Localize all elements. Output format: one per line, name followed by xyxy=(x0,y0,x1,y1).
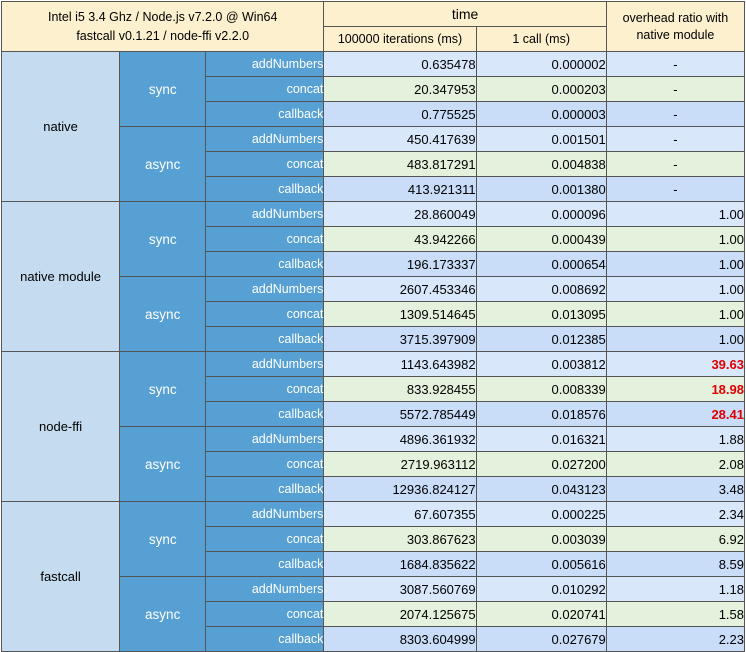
overhead-value: - xyxy=(606,52,744,77)
one-call-value: 0.000654 xyxy=(476,252,606,277)
overhead-value: - xyxy=(606,177,744,202)
case-label-concat: concat xyxy=(206,377,324,402)
iterations-value: 67.607355 xyxy=(324,502,476,527)
one-call-value: 0.004838 xyxy=(476,152,606,177)
iterations-value: 2719.963112 xyxy=(324,452,476,477)
iterations-value: 450.417639 xyxy=(324,127,476,152)
table-row xyxy=(2,502,745,527)
case-label-callback: callback xyxy=(206,477,324,502)
group-label-fastcall: fastcall xyxy=(2,502,120,652)
iterations-column-header: 100000 iterations (ms) xyxy=(324,27,476,52)
iterations-value: 5572.785449 xyxy=(324,402,476,427)
iterations-value: 43.942266 xyxy=(324,227,476,252)
iterations-value: 12936.824127 xyxy=(324,477,476,502)
case-label-callback: callback xyxy=(206,102,324,127)
overhead-value: 1.88 xyxy=(606,427,744,452)
environment-line-1: Intel i5 3.4 Ghz / Node.js v7.2.0 @ Win64 xyxy=(47,9,278,24)
one-call-value: 0.000096 xyxy=(476,202,606,227)
case-label-concat: concat xyxy=(206,602,324,627)
environment-info xyxy=(2,2,324,52)
one-call-value: 0.000439 xyxy=(476,227,606,252)
one-call-value: 0.018576 xyxy=(476,402,606,427)
one-call-value: 0.005616 xyxy=(476,552,606,577)
case-label-callback: callback xyxy=(206,627,324,652)
one-call-value: 0.003039 xyxy=(476,527,606,552)
overhead-value: 1.00 xyxy=(606,302,744,327)
table-header xyxy=(2,2,745,52)
overhead-value: 1.00 xyxy=(606,202,744,227)
iterations-value: 28.860049 xyxy=(324,202,476,227)
overhead-header: overhead ratio with native module xyxy=(606,2,744,52)
one-call-value: 0.000225 xyxy=(476,502,606,527)
case-label-addNumbers: addNumbers xyxy=(206,202,324,227)
iterations-value: 483.817291 xyxy=(324,152,476,177)
one-call-value: 0.010292 xyxy=(476,577,606,602)
case-label-callback: callback xyxy=(206,402,324,427)
one-call-value: 0.027200 xyxy=(476,452,606,477)
case-label-addNumbers: addNumbers xyxy=(206,502,324,527)
overhead-value: 18.98 xyxy=(606,377,744,402)
one-call-value: 0.000002 xyxy=(476,52,606,77)
iterations-value: 196.173337 xyxy=(324,252,476,277)
one-call-value: 0.001380 xyxy=(476,177,606,202)
mode-label-async: async xyxy=(120,277,206,352)
benchmark-table xyxy=(1,1,745,652)
mode-label-sync: sync xyxy=(120,352,206,427)
table-row xyxy=(2,202,745,227)
iterations-value: 0.775525 xyxy=(324,102,476,127)
overhead-value: 1.58 xyxy=(606,602,744,627)
time-header: time xyxy=(324,2,606,27)
mode-label-async: async xyxy=(120,577,206,652)
iterations-value: 3087.560769 xyxy=(324,577,476,602)
case-label-addNumbers: addNumbers xyxy=(206,577,324,602)
overhead-value: 8.59 xyxy=(606,552,744,577)
iterations-value: 3715.397909 xyxy=(324,327,476,352)
overhead-value: - xyxy=(606,152,744,177)
case-label-concat: concat xyxy=(206,527,324,552)
group-label-node-ffi: node-ffi xyxy=(2,352,120,502)
overhead-value: 39.63 xyxy=(606,352,744,377)
overhead-value: 1.18 xyxy=(606,577,744,602)
mode-label-async: async xyxy=(120,127,206,202)
overhead-value: 2.34 xyxy=(606,502,744,527)
one-call-value: 0.043123 xyxy=(476,477,606,502)
case-label-addNumbers: addNumbers xyxy=(206,52,324,77)
case-label-callback: callback xyxy=(206,327,324,352)
group-label-native: native xyxy=(2,52,120,202)
case-label-concat: concat xyxy=(206,227,324,252)
iterations-value: 0.635478 xyxy=(324,52,476,77)
iterations-value: 833.928455 xyxy=(324,377,476,402)
case-label-concat: concat xyxy=(206,302,324,327)
group-label-native-module: native module xyxy=(2,202,120,352)
overhead-value: 1.00 xyxy=(606,252,744,277)
iterations-value: 2607.453346 xyxy=(324,277,476,302)
overhead-value: 6.92 xyxy=(606,527,744,552)
iterations-value: 303.867623 xyxy=(324,527,476,552)
one-call-value: 0.016321 xyxy=(476,427,606,452)
iterations-value: 2074.125675 xyxy=(324,602,476,627)
iterations-value: 413.921311 xyxy=(324,177,476,202)
case-label-callback: callback xyxy=(206,252,324,277)
table-row xyxy=(2,352,745,377)
iterations-value: 4896.361932 xyxy=(324,427,476,452)
case-label-concat: concat xyxy=(206,152,324,177)
table-body xyxy=(2,52,745,652)
single-call-column-header: 1 call (ms) xyxy=(476,27,606,52)
one-call-value: 0.003812 xyxy=(476,352,606,377)
one-call-value: 0.008692 xyxy=(476,277,606,302)
overhead-value: 1.00 xyxy=(606,277,744,302)
overhead-value: - xyxy=(606,102,744,127)
iterations-value: 1143.643982 xyxy=(324,352,476,377)
header-row-top xyxy=(2,2,745,27)
mode-label-sync: sync xyxy=(120,52,206,127)
overhead-value: 2.23 xyxy=(606,627,744,652)
iterations-value: 1684.835622 xyxy=(324,552,476,577)
mode-label-async: async xyxy=(120,427,206,502)
overhead-value: 2.08 xyxy=(606,452,744,477)
one-call-value: 0.008339 xyxy=(476,377,606,402)
overhead-value: - xyxy=(606,127,744,152)
mode-label-sync: sync xyxy=(120,502,206,577)
case-label-addNumbers: addNumbers xyxy=(206,277,324,302)
one-call-value: 0.012385 xyxy=(476,327,606,352)
case-label-concat: concat xyxy=(206,77,324,102)
one-call-value: 0.001501 xyxy=(476,127,606,152)
overhead-value: 1.00 xyxy=(606,327,744,352)
one-call-value: 0.027679 xyxy=(476,627,606,652)
iterations-value: 8303.604999 xyxy=(324,627,476,652)
case-label-concat: concat xyxy=(206,452,324,477)
iterations-value: 1309.514645 xyxy=(324,302,476,327)
one-call-value: 0.000203 xyxy=(476,77,606,102)
one-call-value: 0.020741 xyxy=(476,602,606,627)
mode-label-sync: sync xyxy=(120,202,206,277)
overhead-value: 1.00 xyxy=(606,227,744,252)
case-label-addNumbers: addNumbers xyxy=(206,352,324,377)
overhead-value: 28.41 xyxy=(606,402,744,427)
environment-line-2: fastcall v0.1.21 / node-ffi v2.2.0 xyxy=(76,28,250,43)
case-label-addNumbers: addNumbers xyxy=(206,127,324,152)
case-label-callback: callback xyxy=(206,552,324,577)
case-label-callback: callback xyxy=(206,177,324,202)
case-label-addNumbers: addNumbers xyxy=(206,427,324,452)
table-row xyxy=(2,52,745,77)
overhead-value: 3.48 xyxy=(606,477,744,502)
iterations-value: 20.347953 xyxy=(324,77,476,102)
overhead-value: - xyxy=(606,77,744,102)
one-call-value: 0.000003 xyxy=(476,102,606,127)
one-call-value: 0.013095 xyxy=(476,302,606,327)
